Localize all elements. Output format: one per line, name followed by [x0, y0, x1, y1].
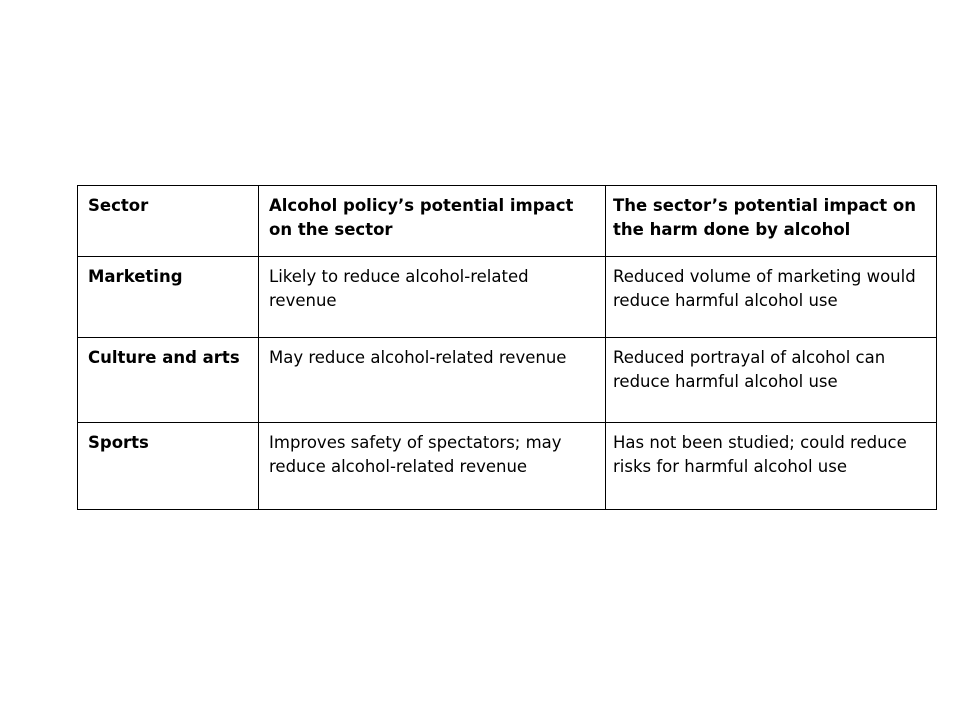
cell-sector-impact: Has not been studied; could reduce risks for harmful alcohol use [606, 423, 937, 510]
cell-sector-impact: Reduced volume of marketing would reduce harmful alcohol use [606, 257, 937, 338]
cell-policy-impact: May reduce alcohol-related revenue [259, 338, 606, 423]
table-row [78, 257, 937, 338]
header-sector-impact: The sector’s potential impact on the harm done by alcohol [606, 186, 937, 257]
table-row [78, 423, 937, 510]
cell-policy-impact: Likely to reduce alcohol-related revenue [259, 257, 606, 338]
table-row [78, 338, 937, 423]
cell-sector: Culture and arts [78, 338, 259, 423]
cell-sector-impact: Reduced portrayal of alcohol can reduce harmful alcohol use [606, 338, 937, 423]
header-policy-impact: Alcohol policy’s potential impact on the sector [259, 186, 606, 257]
cell-policy-impact: Improves safety of spectators; may reduce alcohol-related revenue [259, 423, 606, 510]
table-header-row [78, 186, 937, 257]
sector-impact-table [77, 185, 937, 510]
header-sector: Sector [78, 186, 259, 257]
cell-sector: Sports [78, 423, 259, 510]
cell-sector: Marketing [78, 257, 259, 338]
